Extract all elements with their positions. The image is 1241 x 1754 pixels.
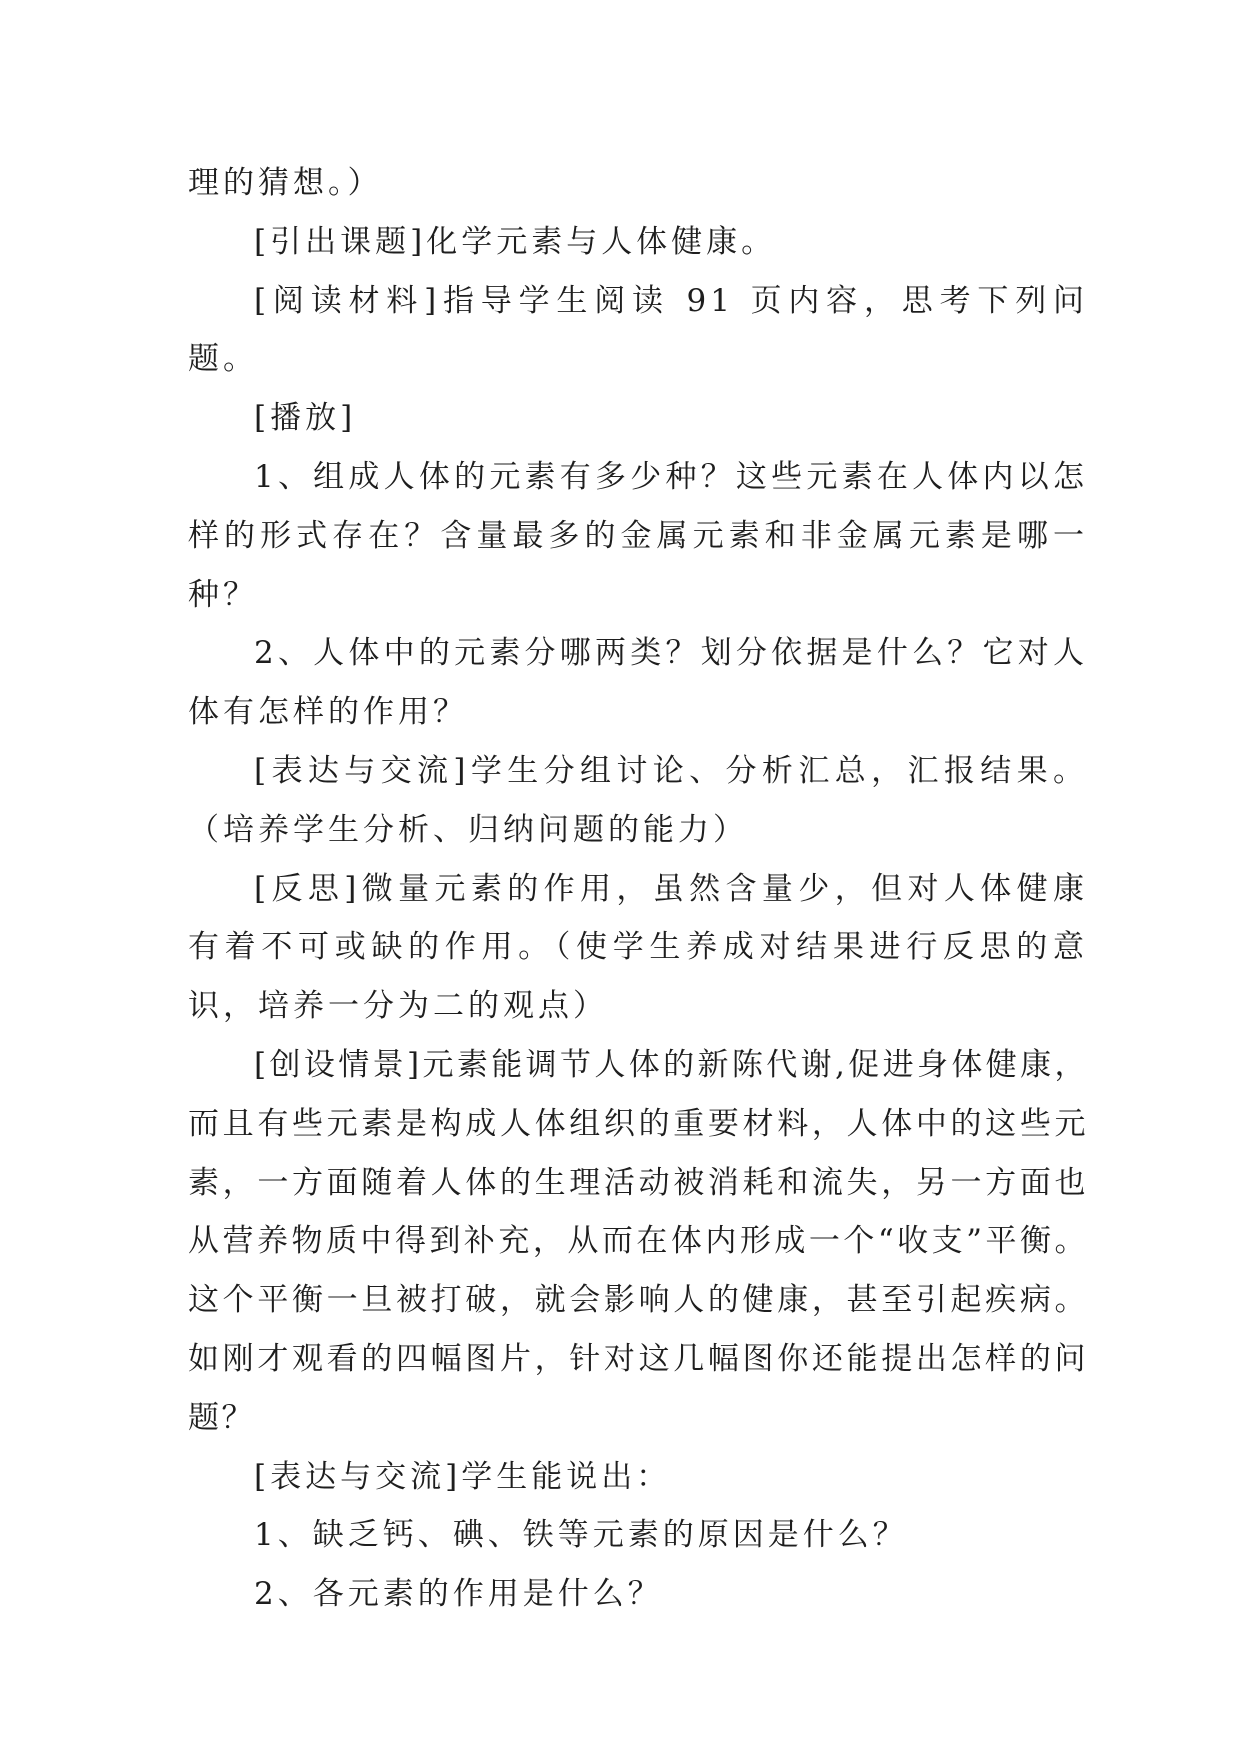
paragraph-continuation: 理的猜想。）: [188, 165, 383, 201]
paragraph-question-2: 2、人体中的元素分哪两类？划分依据是什么？它对人体有怎样的作用？: [188, 635, 1088, 731]
paragraph-students-say: [表达与交流]学生能说出：: [254, 1458, 672, 1495]
paragraph-introduce-topic: [引出课题]化学元素与人体健康。: [254, 223, 777, 260]
paragraph-reflection: [反思]微量元素的作用，虽然含量少，但对人体健康有着不可或缺的作用。（使学生养成对结果进行反思的意识，培养一分为二的观点）: [188, 870, 1088, 1025]
paragraph-answer-2: 2、各元素的作用是什么？: [254, 1576, 663, 1613]
paragraph-scenario: [创设情景]元素能调节人体的新陈代谢,促进身体健康，而且有些元素是构成人体组织的重要材料，人体中的这些元素，一方面随着人体的生理活动被消耗和流失，另一方面也从营养物质中得到补充，从而在体内形成一个“收支”平衡。这个平衡一旦被打破，就会影响人的健康，甚至引起疾病。如刚才观看的四幅图片，针对这几幅图你还能提出怎样的问题？: [188, 1046, 1088, 1436]
paragraph-reading-material: [阅读材料]指导学生阅读 91 页内容，思考下列问题。: [188, 282, 1088, 378]
paragraph-play: [播放]: [254, 400, 357, 437]
document-body: [188, 154, 1088, 1624]
paragraph-answer-1: 1、缺乏钙、碘、铁等元素的原因是什么？: [254, 1517, 908, 1554]
paragraph-question-1: 1、组成人体的元素有多少种？这些元素在人体内以怎样的形式存在？含量最多的金属元素和非金属元素是哪一种？: [188, 458, 1088, 613]
paragraph-expression-exchange: [表达与交流]学生分组讨论、分析汇总，汇报结果。（培养学生分析、归纳问题的能力）: [188, 752, 1088, 848]
